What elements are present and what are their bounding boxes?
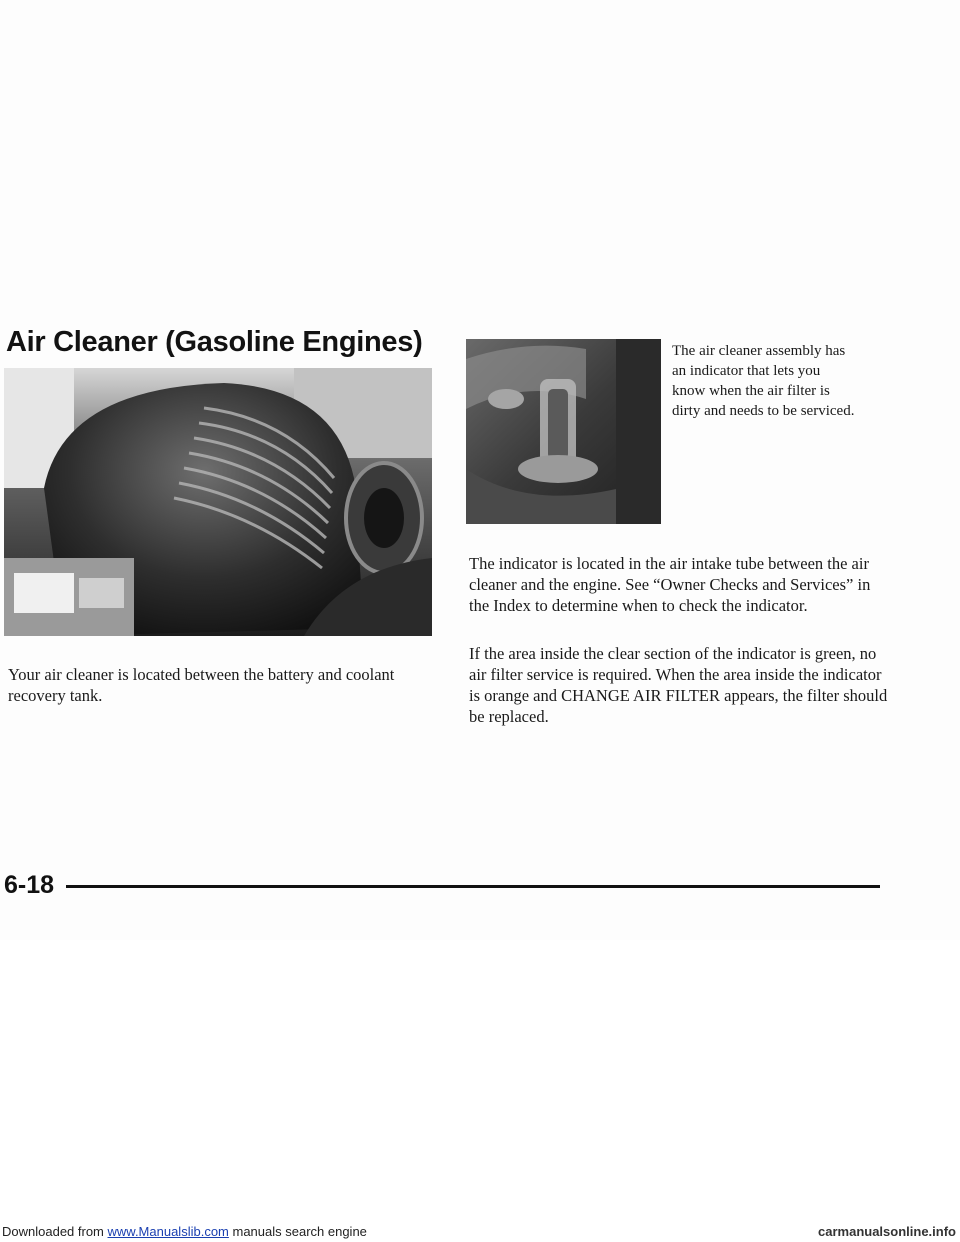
download-suffix: manuals search engine <box>228 1224 367 1239</box>
indicator-photo <box>466 339 661 524</box>
section-title: Air Cleaner (Gasoline Engines) <box>6 326 423 358</box>
watermark: carmanualsonline.info <box>818 1224 956 1239</box>
indicator-colors-paragraph: If the area inside the clear section of the indicator is green, no air filter service is required. When the area inside the indicator is orange and CHANGE AIR FILTER appears, the filter should be replaced. <box>469 644 888 726</box>
download-prefix: Downloaded from <box>2 1224 108 1239</box>
page-number: 6-18 <box>4 871 55 899</box>
air-cleaner-photo <box>4 368 432 636</box>
download-credit <box>2 1224 367 1239</box>
indicator-location-paragraph: The indicator is located in the air intake tube between the air cleaner and the engine. See “Owner Checks and Services” in the Index to determine when to check the indicator. <box>469 554 871 615</box>
footer-rule <box>66 885 880 888</box>
indicator-intro-paragraph: The air cleaner assembly has an indicator that lets you know when the air filter is dirty and needs to be serviced. <box>672 343 855 419</box>
air-cleaner-photo-illustration <box>4 368 432 636</box>
air-cleaner-location-paragraph: Your air cleaner is located between the battery and coolant recovery tank. <box>8 665 395 705</box>
download-bar <box>0 1224 960 1242</box>
indicator-photo-illustration <box>466 339 661 524</box>
manualslib-link[interactable]: www.Manualslib.com <box>107 1224 229 1239</box>
